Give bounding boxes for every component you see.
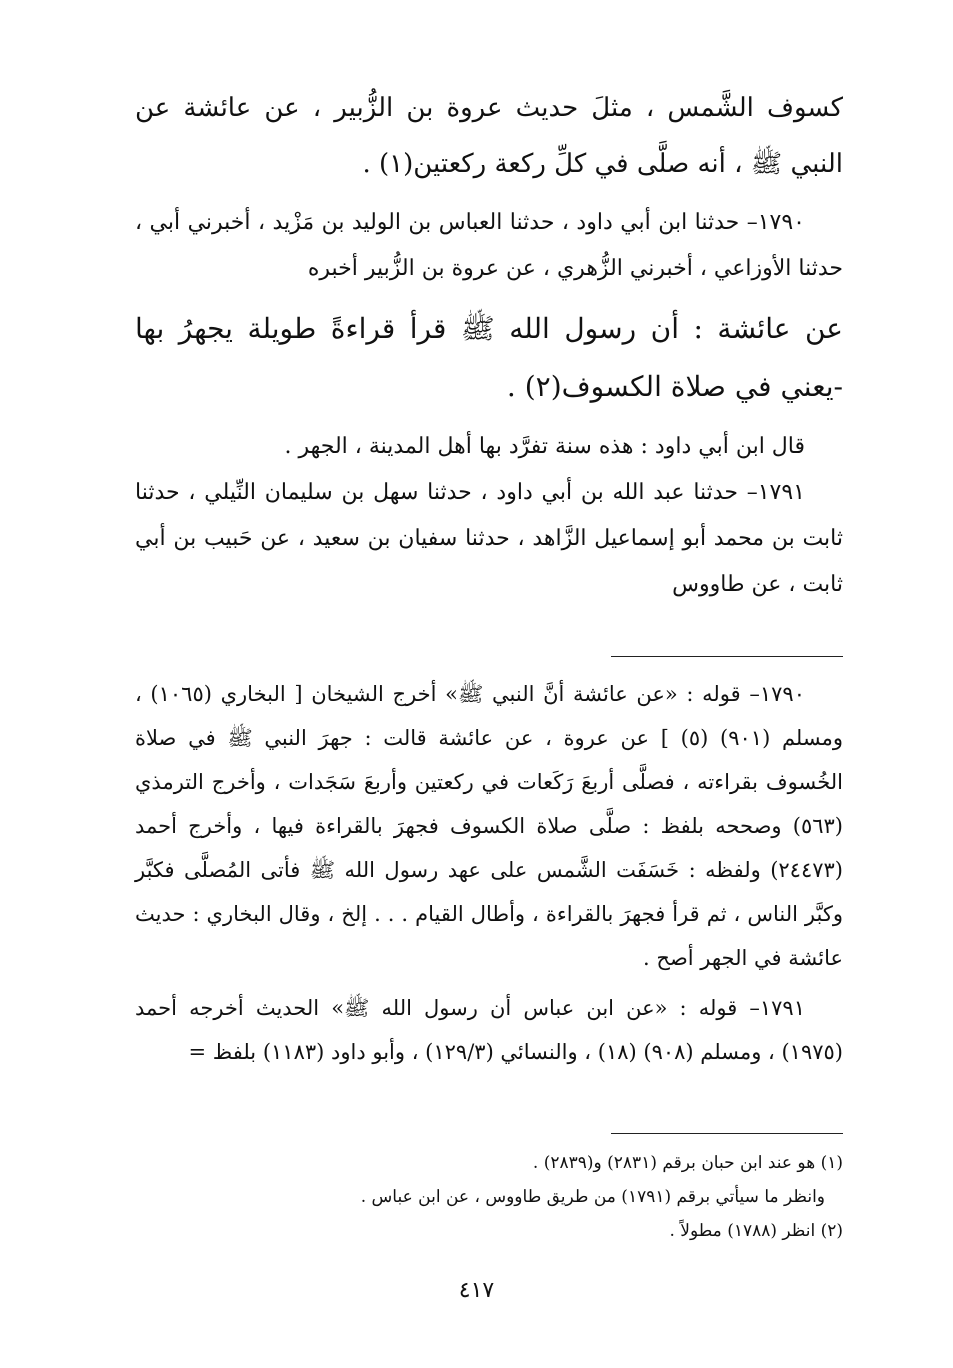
paragraph-1791-isnad: ١٧٩١– حدثنا عبد الله بن أبي داود ، حدثنا سهل بن سليمان النِّيلي ، حدثنا ثابت بن محمد أبو إسماعيل الزَّاهد ، حدثنا سفيان بن سعيد ، عن حَبيب بن أبي ثابت ، عن طاووس (135, 480, 843, 597)
commentary-notes (135, 672, 843, 1074)
paragraph-1: كسوف الشَّمس ، مثلَ حديث عروة بن الزُّبير ، عن عائشة عن النبي ﷺ ، أنه صلَّى في كلِّ ركعة ركعتين(١) . (135, 93, 843, 179)
footnote-1: (١) هو عند ابن حبان برقم (٢٨٣١) و(٢٨٣٩) . (532, 1153, 843, 1173)
main-text (135, 80, 843, 608)
footnote-1-continued: وانظر ما سيأتي برقم (١٧٩١) من طريق طاووس ، عن ابن عباس . (360, 1187, 825, 1207)
footnotes-separator (611, 1133, 843, 1134)
page-number: ٤١٧ (458, 1278, 495, 1303)
notes-separator (611, 656, 843, 657)
paragraph-1790-matn: عن عائشة : أن رسول الله ﷺ قرأ قراءةً طويلة يجهرُ بها -يعني في صلاة الكسوف(٢) . (135, 312, 843, 403)
footnote-2: (٢) انظر (١٧٨٨) مطولاً . (669, 1221, 843, 1241)
paragraph-1790-isnad: ١٧٩٠– حدثنا ابن أبي داود ، حدثنا العباس بن الوليد بن مَزْيد ، أخبرني أبي ، حدثنا الأوزاعي ، أخبرني الزُّهري ، عن عروة بن الزُّبير أخبره (135, 210, 843, 281)
note-1790: ١٧٩٠– قوله : «عن عائشة أنَّ النبي ﷺ» أخرج الشيخان [ البخاري (١٠٦٥) ، ومسلم (٩٠١) (٥) ] عن عروة ، عن عائشة قالت : جهرَ النبي ﷺ في صلاة الخُسوف بقراءته ، فصلَّى أربعَ رَكَعات في ركعتين وأربعَ سَجَدات ، وأخرج الترمذي (٥٦٣) وصححه بلفظ : صلَّى صلاة الكسوف فجهرَ بالقراءة فيها ، وأخرج أحمد (٢٤٤٧٣) ولفظه : خَسَفَت الشَّمس على عهد رسول الله ﷺ فأتى المُصلَّى فكبَّر وكبَّر الناس ، ثم قرأ فجهرَ بالقراءة ، وأطال القيام . . . إلخ ، وقال البخاري : حديث عائشة في الجهر أصح . (135, 682, 844, 970)
note-1791: ١٧٩١– قوله : «عن ابن عباس أن رسول الله ﷺ» الحديث أخرجه أحمد (١٩٧٥) ، ومسلم (٩٠٨) (١٨) ، والنسائي (١٢٩/٣) ، وأبو داود (١١٨٣) بلفظ = (135, 996, 843, 1064)
paragraph-ibn-abi-dawud: قال ابن أبي داود : هذه سنة تفرَّد بها أهل المدينة ، الجهر . (284, 434, 805, 459)
footnotes (135, 1146, 843, 1248)
